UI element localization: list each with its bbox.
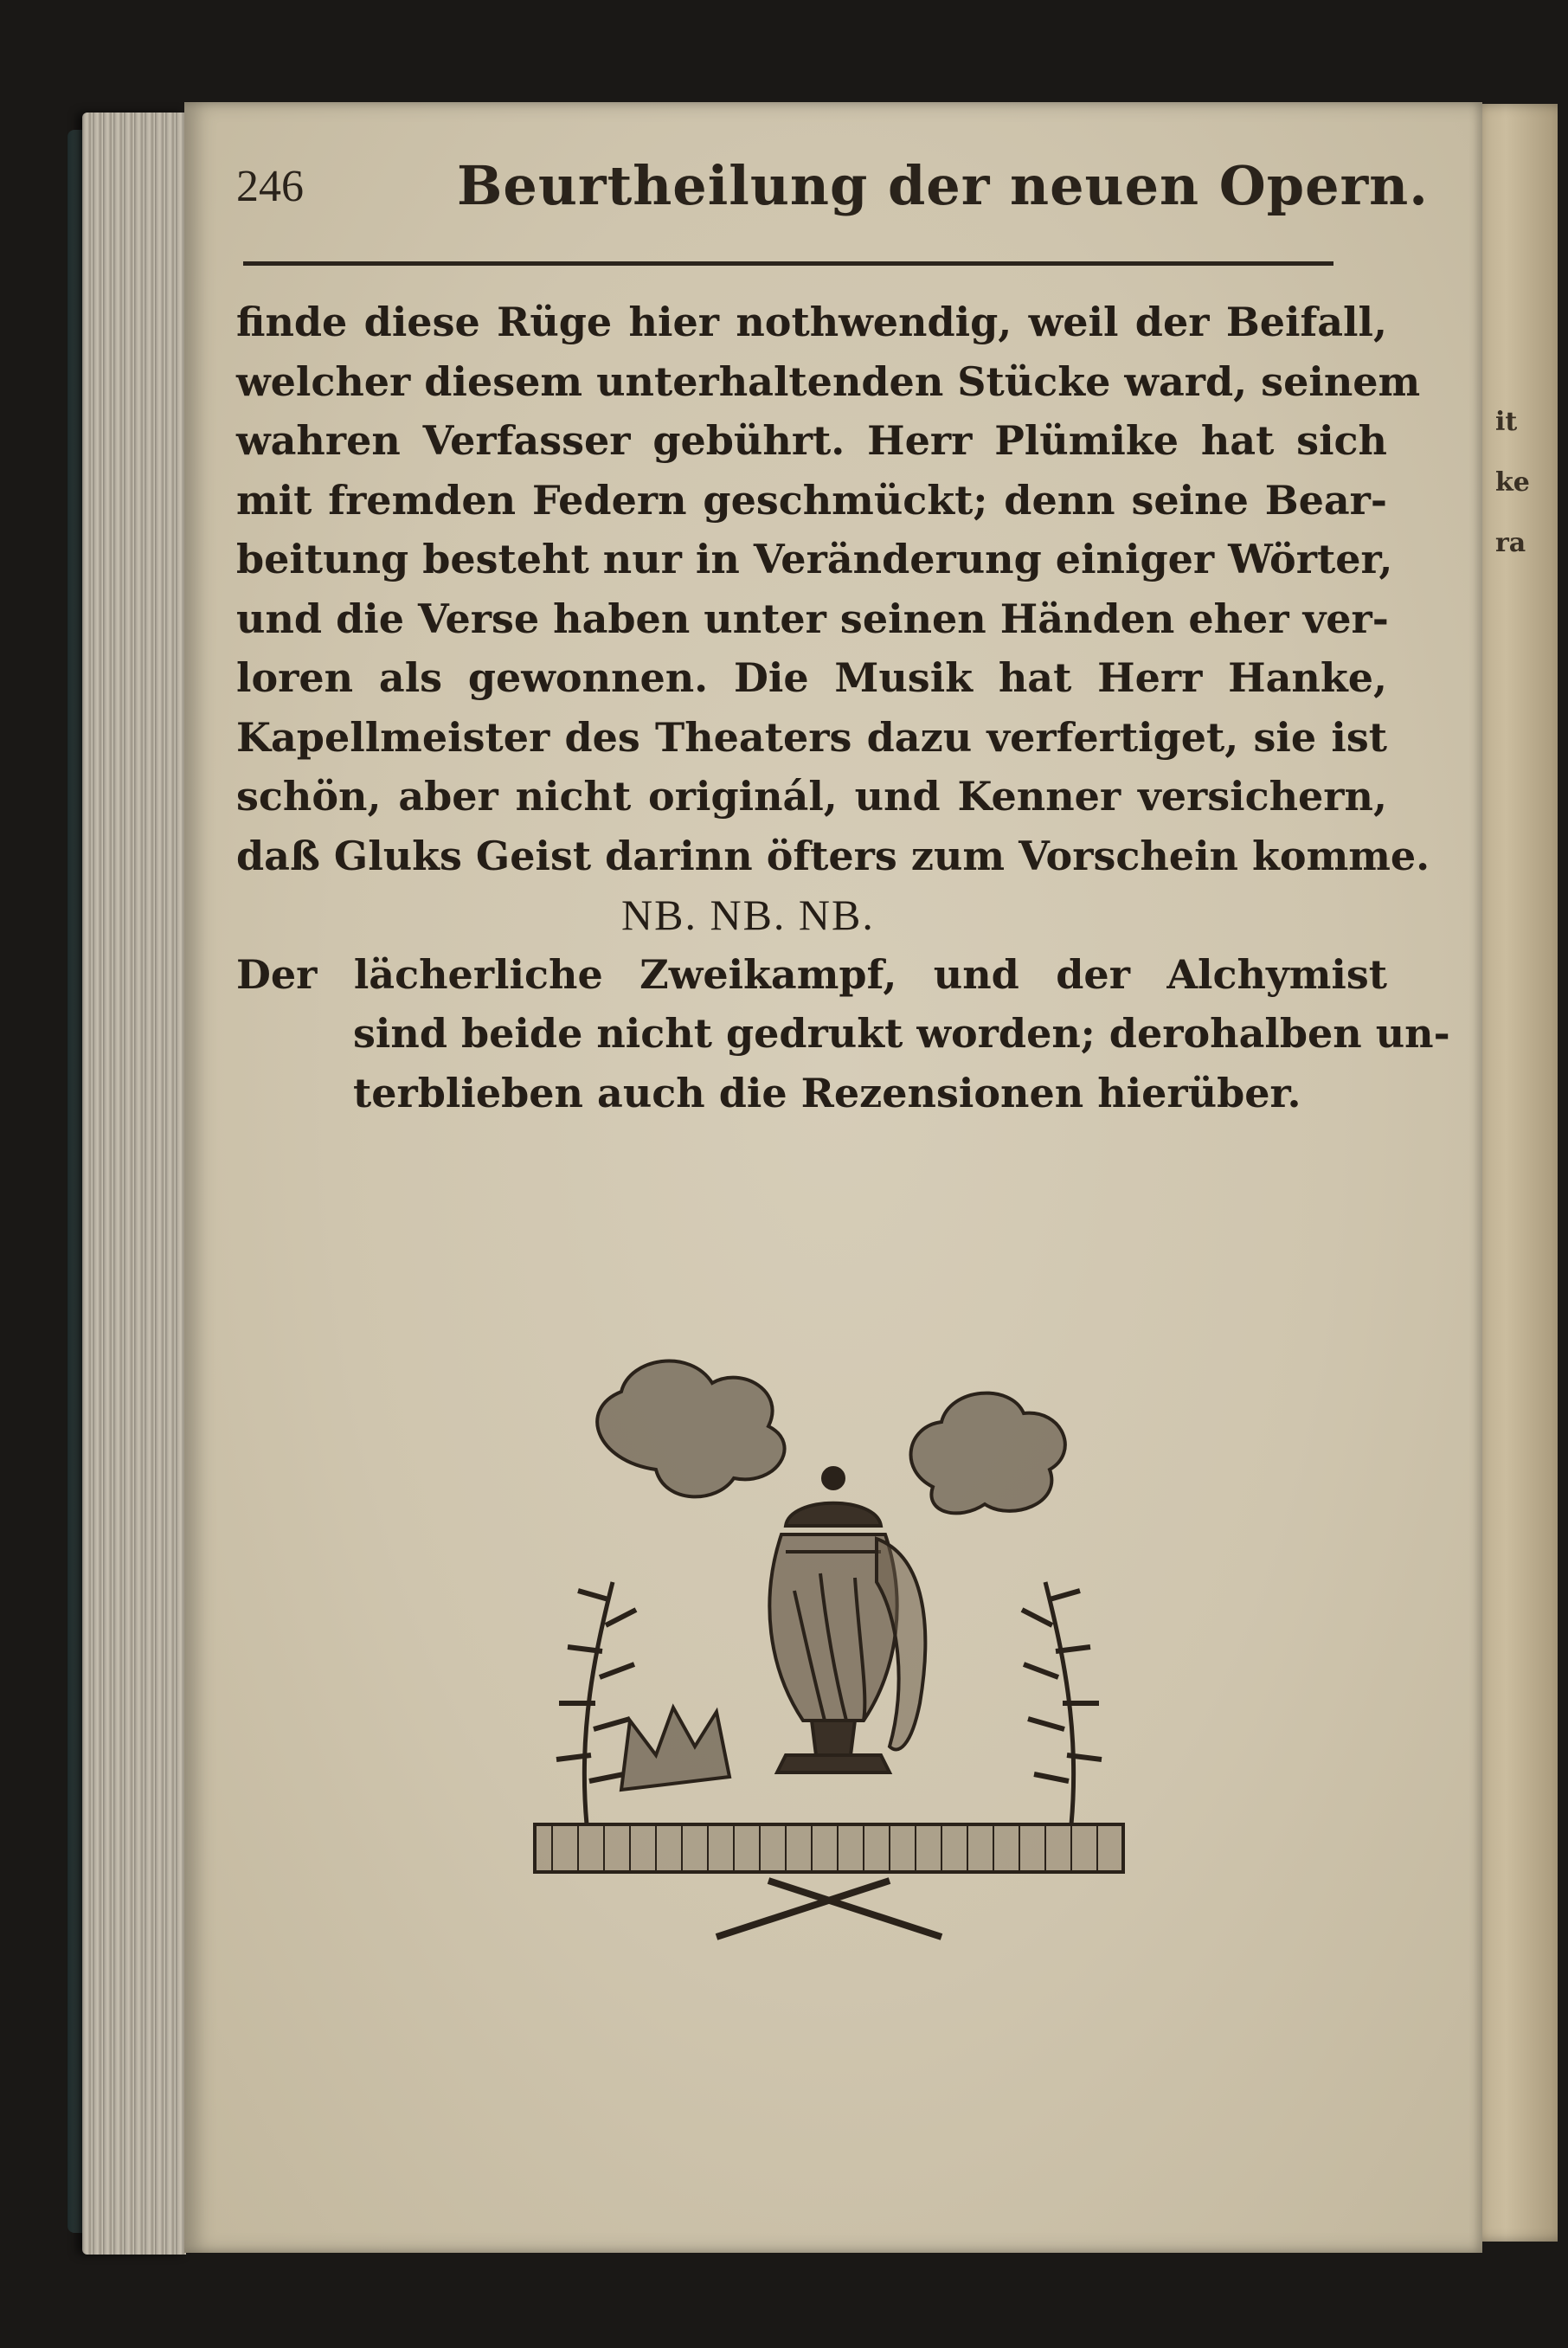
text-line: welcher diesem unterhaltenden Stücke ward, seinem xyxy=(236,357,1421,405)
page-stack-edge xyxy=(82,113,186,2255)
facing-page-fragment: ke xyxy=(1495,467,1530,498)
header-rule xyxy=(243,261,1333,266)
facing-page-edge xyxy=(1471,104,1558,2242)
text-line: loren als gewonnen. Die Musik hat Herr Hanke, xyxy=(236,654,1387,701)
note-line: Der lächerliche Zweikampf, und der Alchymist xyxy=(236,950,1387,998)
text-line: finde diese Rüge hier nothwendig, weil der Beifall, xyxy=(236,299,1387,345)
text-line: mit fremden Federn geschmückt; denn seine Bear- xyxy=(236,476,1387,524)
note-line: sind beide nicht gedrukt worden; derohalben un- xyxy=(353,1010,1450,1057)
text-line: daß Gluks Geist darinn öfters zum Vorschein komme. xyxy=(236,832,1430,879)
plinth xyxy=(535,1824,1123,1872)
running-head-title: Beurtheilung der neuen Opern. xyxy=(457,154,1429,217)
text-line: Kapellmeister des Theaters dazu verfertiget, sie ist xyxy=(236,713,1387,761)
crown xyxy=(621,1708,729,1790)
facing-page-fragment: ra xyxy=(1495,528,1526,558)
left-smoke-cloud xyxy=(597,1361,784,1497)
right-smoke-cloud xyxy=(911,1393,1065,1514)
text-line: schön, aber nicht originál, und Kenner versichern, xyxy=(236,773,1387,820)
nota-bene-line: NB. NB. NB. xyxy=(621,891,875,939)
urn-vignette xyxy=(526,1340,1132,1972)
body-text xyxy=(236,293,1450,1123)
note-line: terblieben auch die Rezensionen hierüber. xyxy=(353,1069,1301,1116)
page-number: 246 xyxy=(236,162,304,211)
running-head xyxy=(236,154,1430,232)
book-page xyxy=(184,102,1482,2253)
facing-page-fragment: it xyxy=(1495,407,1518,437)
text-line: beitung besteht nur in Veränderung einiger Wörter, xyxy=(236,536,1393,582)
text-line: und die Verse haben unter seinen Händen eher ver- xyxy=(236,595,1389,642)
text-line: wahren Verfasser gebührt. Herr Plümike hat sich xyxy=(236,417,1387,464)
